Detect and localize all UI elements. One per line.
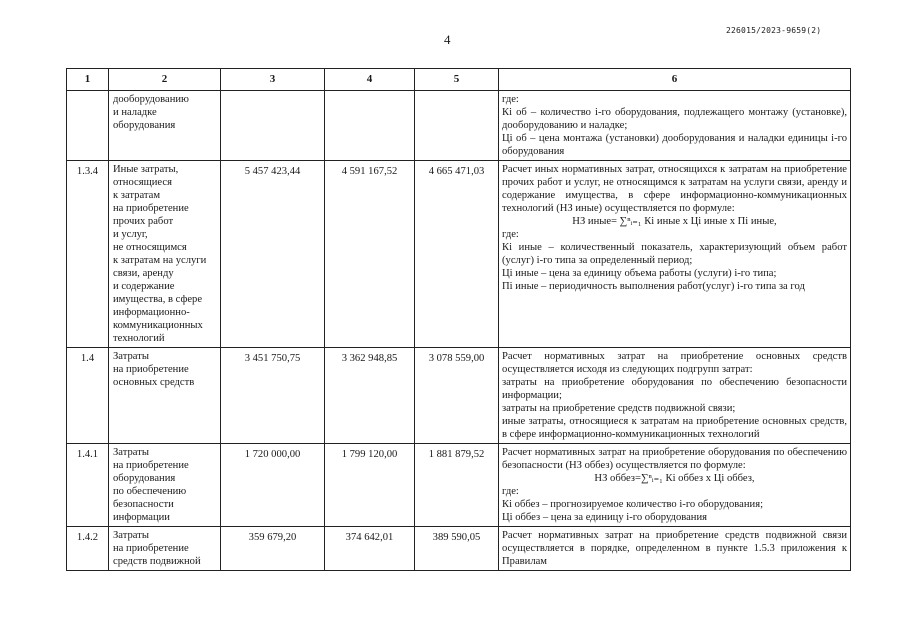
page-number: 4: [444, 32, 451, 47]
item-name-cell: [109, 527, 221, 571]
amount-cell-1: 3 451 750,75: [221, 348, 325, 444]
item-name-line: информационно-: [113, 307, 190, 318]
amount-cell-3: [415, 91, 499, 161]
header-cell: 2: [109, 69, 221, 91]
item-name-line: на приобретение: [113, 203, 189, 214]
amount-cell-1: 1 720 000,00: [221, 444, 325, 527]
item-name-line: технологий: [113, 333, 165, 344]
item-name-line: прочих работ: [113, 216, 174, 227]
item-name-line: Затраты: [113, 447, 149, 458]
amount-cell-3: 1 881 879,52: [415, 444, 499, 527]
amount-cell-3: 389 590,05: [415, 527, 499, 571]
header-cell: 4: [325, 69, 415, 91]
item-name-line: Затраты: [113, 530, 149, 541]
formula-line: НЗ иные= ∑ⁿᵢ₌₁ Кі иные х Ці иные х Пі иные,: [572, 216, 777, 227]
row-number-cell: 1.3.4: [67, 161, 109, 348]
description-line: Пі иные – периодичность выполнения работ(услуг) і-го типа за год: [502, 281, 805, 292]
description-line: Расчет нормативных затрат на приобретение средств подвижной связи осуществляется в порядке, определенном в пункте 1.5.3 приложения к Правилам: [502, 530, 847, 567]
header-cell: 1: [67, 69, 109, 91]
description-cell: [499, 161, 851, 348]
description-line: иные затраты, относящиеся к затратам на приобретение основных средств, в сфере информационно-коммуникационных технологий: [502, 416, 847, 440]
row-number-cell: [67, 91, 109, 161]
description-line: Кі об – количество і-го оборудования, подлежащего монтажу (установке), дооборудованию и наладке;: [502, 107, 847, 131]
item-name-line: по обеспечению: [113, 486, 187, 497]
item-name-line: имущества, в сфере: [113, 294, 203, 305]
description-line: где:: [502, 486, 519, 497]
row-number-cell: 1.4.1: [67, 444, 109, 527]
description-line: Кі оббез – прогнозируемое количество і-го оборудования;: [502, 499, 764, 510]
amount-cell-2: 374 642,01: [325, 527, 415, 571]
description-line: Кі иные – количественный показатель, характеризующий объем работ (услуг) і-го типа за определенный период;: [502, 242, 847, 266]
description-line: Расчет нормативных затрат на приобретение оборудования по обеспечению безопасности (НЗ оббез) осуществляется по формуле:: [502, 447, 847, 471]
formula-line: НЗ оббез=∑ⁿᵢ₌₁ Кі оббез х Ці оббез,: [594, 473, 755, 484]
amount-cell-2: [325, 91, 415, 161]
row-number-cell: 1.4.2: [67, 527, 109, 571]
item-name-line: коммуникационных: [113, 320, 203, 331]
item-name-line: и наладке: [113, 107, 157, 118]
description-line: Расчет иных нормативных затрат, относящихся к затратам на приобретение прочих работ и услуг, не относящимся к затратам на услуги связи, аренду и содержание имущества, в сфере информационно-коммуникационных технологий (НЗ иные) осуществляется по формуле:: [502, 164, 847, 214]
header-cell: 3: [221, 69, 325, 91]
amount-cell-1: 5 457 423,44: [221, 161, 325, 348]
amount-cell-3: 3 078 559,00: [415, 348, 499, 444]
description-line: Ці иные – цена за единицу объема работы (услуги) і-го типа;: [502, 268, 777, 279]
table-row: [67, 348, 851, 444]
description-line: Расчет нормативных затрат на приобретение основных средств осуществляется исходя из следующих подгрупп затрат:: [502, 351, 847, 375]
document-code: 226015/2023-9659(2): [726, 26, 822, 35]
description-cell: [499, 348, 851, 444]
description-line: затраты на приобретение оборудования по обеспечению безопасности информации;: [502, 377, 847, 401]
header-cell: 6: [499, 69, 851, 91]
description-cell: [499, 527, 851, 571]
header-row: [67, 69, 851, 91]
amount-cell-2: 3 362 948,85: [325, 348, 415, 444]
item-name-cell: [109, 348, 221, 444]
item-name-line: относящиеся: [113, 177, 172, 188]
description-line: где:: [502, 94, 519, 105]
item-name-line: оборудования: [113, 120, 176, 131]
description-line: затраты на приобретение средств подвижной связи;: [502, 403, 736, 414]
item-name-line: дооборудованию: [113, 94, 189, 105]
item-name-line: на приобретение: [113, 364, 189, 375]
table-row: [67, 444, 851, 527]
item-name-cell: [109, 161, 221, 348]
item-name-line: не относящимся: [113, 242, 187, 253]
item-name-line: связи, аренду: [113, 268, 174, 279]
description-line: Ці оббез – цена за единицу і-го оборудования: [502, 512, 708, 523]
description-line: где:: [502, 229, 519, 240]
item-name-line: безопасности: [113, 499, 174, 510]
header-cell: 5: [415, 69, 499, 91]
amount-cell-3: 4 665 471,03: [415, 161, 499, 348]
item-name-line: к затратам на услуги: [113, 255, 207, 266]
item-name-line: основных средств: [113, 377, 195, 388]
table-row: [67, 91, 851, 161]
item-name-cell: [109, 444, 221, 527]
item-name-line: на приобретение: [113, 460, 189, 471]
description-line: Ці об – цена монтажа (установки) дооборудования и наладки единицы і-го оборудования: [502, 133, 847, 157]
item-name-cell: [109, 91, 221, 161]
item-name-line: информации: [113, 512, 170, 523]
item-name-line: оборудования: [113, 473, 176, 484]
description-cell: [499, 444, 851, 527]
amount-cell-2: 1 799 120,00: [325, 444, 415, 527]
row-number-cell: 1.4: [67, 348, 109, 444]
amount-cell-1: 359 679,20: [221, 527, 325, 571]
table-row: [67, 527, 851, 571]
item-name-line: и содержание: [113, 281, 175, 292]
item-name-line: к затратам: [113, 190, 161, 201]
amount-cell-2: 4 591 167,52: [325, 161, 415, 348]
table-row: [67, 161, 851, 348]
description-cell: [499, 91, 851, 161]
item-name-line: на приобретение: [113, 543, 189, 554]
item-name-line: Иные затраты,: [113, 164, 179, 175]
item-name-line: средств подвижной: [113, 556, 201, 567]
item-name-line: и услуг,: [113, 229, 148, 240]
cost-table: [66, 68, 851, 571]
amount-cell-1: [221, 91, 325, 161]
item-name-line: Затраты: [113, 351, 149, 362]
